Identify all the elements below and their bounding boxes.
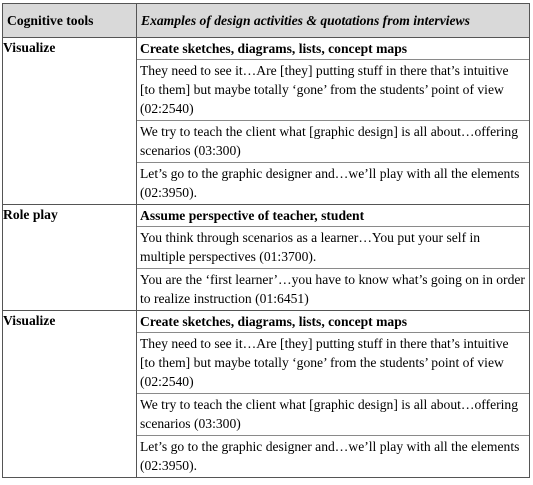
design-activity: Create sketches, diagrams, lists, concept maps — [140, 314, 408, 329]
table-row — [3, 38, 530, 205]
table-row — [3, 311, 530, 478]
interview-quote: Let’s go to the graphic designer and…we’ll play with all the elements (02:3950). — [137, 435, 529, 477]
interview-quote: We try to teach the client what [graphic design] is all about…offering scenarios (03:300) — [137, 120, 529, 162]
examples-cell — [137, 38, 530, 205]
table-row — [3, 205, 530, 311]
interview-quote: You are the ‘first learner’…you have to know what’s going on in order to realize instruction (01:6451) — [137, 268, 529, 310]
interview-quote: They need to see it…Are [they] putting stuff in there that’s intuitive [to them] but maybe totally ‘gone’ from the students’ point of view (02:2540) — [137, 332, 529, 393]
interview-quote: We try to teach the client what [graphic design] is all about…offering scenarios (03:300) — [137, 393, 529, 435]
header-examples: Examples of design activities & quotations from interviews — [137, 4, 530, 38]
table-header-row — [3, 4, 530, 38]
interview-quote: They need to see it…Are [they] putting stuff in there that’s intuitive [to them] but maybe totally ‘gone’ from the students’ point of view (02:2540) — [137, 59, 529, 120]
header-cognitive-tools: Cognitive tools — [3, 4, 137, 38]
tool-name: Role play — [3, 205, 137, 311]
tool-name: Visualize — [3, 311, 137, 478]
design-activity: Assume perspective of teacher, student — [140, 208, 365, 223]
examples-cell — [137, 205, 530, 311]
cognitive-tools-table — [2, 3, 530, 478]
design-activity: Create sketches, diagrams, lists, concept maps — [140, 41, 408, 56]
interview-quote: Let’s go to the graphic designer and…we’ll play with all the elements (02:3950). — [137, 162, 529, 204]
interview-quote: You think through scenarios as a learner…You put your self in multiple perspectives (01:3700). — [137, 226, 529, 268]
examples-cell — [137, 311, 530, 478]
tool-name: Visualize — [3, 38, 137, 205]
